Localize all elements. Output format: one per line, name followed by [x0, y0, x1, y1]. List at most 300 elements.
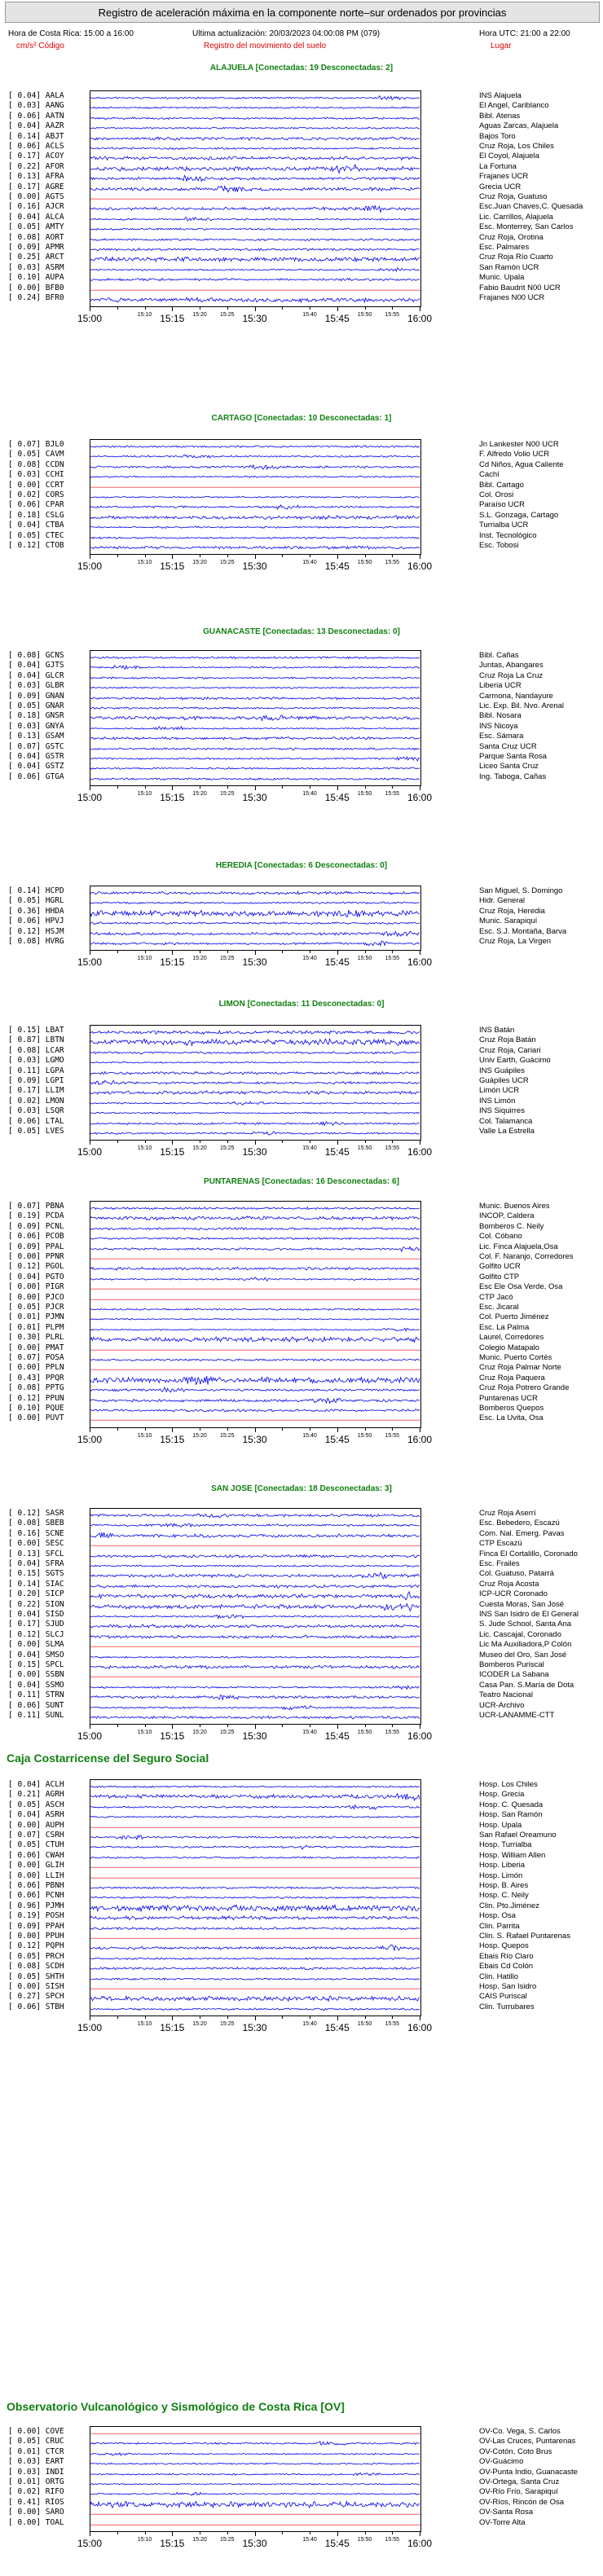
- station-value-code: [ 0.06] SUNT: [8, 1700, 64, 1710]
- axis-tick: [337, 2016, 338, 2020]
- station-value-code: [ 0.12] SLCJ: [8, 1629, 64, 1639]
- seismogram-trace: [90, 2004, 420, 2014]
- seismogram-trace: [90, 683, 420, 692]
- station-location: Ebais Río Claro: [479, 1951, 534, 1961]
- station-location: Grecia UCR: [479, 182, 522, 191]
- seismogram-trace: [90, 1355, 420, 1365]
- station-value-code: [ 0.08] CCDN: [8, 459, 64, 469]
- axis-tick: [282, 786, 283, 789]
- station-value-code: [ 0.12] HSJM: [8, 926, 64, 936]
- seismogram-trace: [90, 214, 420, 224]
- seismogram-trace: [90, 2520, 420, 2530]
- axis-tick: [255, 786, 256, 790]
- station-value-code: [ 0.03] LSQR: [8, 1106, 64, 1116]
- station-location: Aguas Zarcas, Alajuela: [479, 121, 559, 131]
- seismogram-trace: [90, 1264, 420, 1273]
- station-location: Cruz Roja Río Cuarto: [479, 253, 553, 262]
- station-value-code: [ 0.10] AUPA: [8, 273, 64, 283]
- station-value-code: [ 0.01] ORTG: [8, 2477, 64, 2486]
- station-value-code: [ 0.10] PQUE: [8, 1404, 64, 1413]
- axis-tick-label: 15:15: [160, 1730, 185, 1742]
- station-value-code: [ 0.04] ACLH: [8, 1780, 64, 1789]
- station-location: Ebais Cd Colón: [479, 1962, 534, 1972]
- station-value-code: [ 0.08] HVRG: [8, 937, 64, 946]
- station-location: Cruz Roja, Heredia: [479, 906, 545, 916]
- station-value-code: [ 0.07] BJL0: [8, 440, 64, 449]
- station-location: Com. Nal. Emerg. Pavas: [479, 1528, 565, 1538]
- station-location: Hosp. William Allen: [479, 1850, 546, 1860]
- seismogram-trace: [90, 1203, 420, 1213]
- time-axis: [77, 555, 433, 576]
- axis-tick: [117, 307, 118, 310]
- station-location: Inst. Tecnológico: [479, 530, 537, 540]
- seismogram-trace: [90, 134, 420, 143]
- station-value-code: [ 0.13] AFRA: [8, 172, 64, 182]
- axis-tick-label: 15:00: [77, 2022, 103, 2033]
- axis-tick-label: 15:00: [77, 1730, 103, 1742]
- station-location: Museo del Oro, San José: [479, 1650, 567, 1659]
- axis-tick: [365, 951, 366, 953]
- axis-tick-label: 15:55: [385, 1433, 400, 1439]
- axis-tick-label: 15:40: [302, 1145, 317, 1151]
- axis-tick-label: 15:50: [357, 791, 372, 797]
- station-value-code: [ 0.00] PPNR: [8, 1252, 64, 1261]
- station-location: Clin. Parrita: [479, 1921, 520, 1931]
- station-location: Bibl. Nosara: [479, 711, 522, 721]
- axis-tick: [145, 2016, 146, 2019]
- station-location: Lic. Finca Alajuela,Osa: [479, 1242, 558, 1251]
- station-location: Col. Guatuso, Patarrá: [479, 1569, 554, 1579]
- axis-tick-label: 15:20: [192, 1433, 207, 1439]
- station-location: Cruz Roja, Orotina: [479, 232, 544, 242]
- axis-tick-label: 15:55: [385, 560, 400, 565]
- axis-tick: [172, 2016, 173, 2020]
- seismogram-trace: [90, 1254, 420, 1264]
- seismogram-trace: [90, 1295, 420, 1304]
- axis-tick-label: 15:55: [385, 1145, 400, 1151]
- station-value-code: [ 0.11] LGPA: [8, 1066, 64, 1075]
- seismogram-trace: [90, 265, 420, 275]
- axis-tick: [227, 786, 228, 789]
- station-value-code: [ 0.00] SISH: [8, 1982, 64, 1991]
- seismogram-trace: [90, 1119, 420, 1128]
- seismogram-trace: [90, 2459, 420, 2468]
- seismogram-trace: [90, 1591, 420, 1601]
- seismogram-trace: [90, 713, 420, 723]
- station-value-code: [ 0.09] APMR: [8, 243, 64, 252]
- station-value-code: [ 0.41] RIOS: [8, 2497, 64, 2507]
- seismogram-trace: [90, 1812, 420, 1822]
- station-value-code: [ 0.04] SMSO: [8, 1650, 64, 1659]
- station-value-code: [ 0.16] SCNE: [8, 1528, 64, 1538]
- station-value-code: [ 0.06] HPVJ: [8, 917, 64, 926]
- seismogram-trace: [90, 733, 420, 743]
- axis-tick-label: 15:30: [242, 313, 267, 324]
- station-value-code: [ 0.05] CAVM: [8, 450, 64, 459]
- seismogram-trace: [90, 1571, 420, 1580]
- station-value-code: [ 0.12] PPUN: [8, 1393, 64, 1403]
- station-value-code: [ 0.04] GLCR: [8, 670, 64, 680]
- station-location: Hosp. B. Aires: [479, 1881, 529, 1890]
- axis-tick: [255, 1428, 256, 1432]
- seismogram-trace: [90, 1692, 420, 1702]
- axis-tick-label: 15:10: [137, 1433, 152, 1439]
- local-time: Hora de Costa Rica: 15:00 a 16:00: [8, 29, 134, 38]
- station-value-code: [ 0.15] SGTS: [8, 1569, 64, 1579]
- time-axis: [77, 786, 433, 807]
- section-title: Observatorio Vulcanológico y Sismológico de Costa Rica [OV]: [7, 2400, 345, 2413]
- seismogram-trace: [90, 442, 420, 451]
- seismogram-panel: [90, 1779, 421, 2016]
- seismogram-trace: [90, 1098, 420, 1108]
- axis-tick-label: 15:20: [192, 2021, 207, 2027]
- axis-tick-label: 15:10: [137, 791, 152, 797]
- time-axis: [77, 2532, 433, 2553]
- axis-tick: [117, 2532, 118, 2534]
- axis-tick: [365, 2532, 366, 2534]
- axis-tick-label: 15:30: [242, 1730, 267, 1742]
- station-location: Cd Niños, Agua Caliente: [479, 459, 564, 469]
- station-value-code: [ 0.96] PJMH: [8, 1901, 64, 1910]
- axis-tick-label: 15:15: [160, 1434, 185, 1445]
- station-location: Esc. Jicaral: [479, 1303, 519, 1312]
- axis-tick-label: 15:25: [219, 791, 235, 797]
- seismogram-trace: [90, 113, 420, 123]
- axis-tick: [365, 555, 366, 557]
- station-value-code: [ 0.03] LGMO: [8, 1056, 64, 1066]
- station-location: OV-Santa Rosa: [479, 2508, 534, 2517]
- axis-tick: [227, 1428, 228, 1431]
- station-value-code: [ 0.00] PIGR: [8, 1282, 64, 1292]
- seismogram-trace: [90, 1903, 420, 1913]
- station-value-code: [ 0.04] SSMO: [8, 1680, 64, 1690]
- seismogram-trace: [90, 774, 420, 784]
- axis-tick-label: 16:00: [407, 313, 433, 324]
- station-location: Hosp. Upala: [479, 1820, 522, 1830]
- station-location: Col. Puerto Jiménez: [479, 1312, 549, 1322]
- seismogram-trace: [90, 1108, 420, 1118]
- seismogram-trace: [90, 1933, 420, 1943]
- axis-tick-label: 15:45: [324, 792, 350, 803]
- station-value-code: [ 0.07] POSA: [8, 1353, 64, 1362]
- axis-tick-label: 15:40: [302, 2537, 317, 2543]
- axis-tick: [392, 2532, 393, 2534]
- station-location: Hosp. C. Quesada: [479, 1800, 544, 1809]
- seismogram-trace: [90, 462, 420, 472]
- axis-tick: [365, 307, 366, 310]
- station-value-code: [ 0.08] LCAR: [8, 1045, 64, 1055]
- axis-tick-label: 15:25: [219, 956, 235, 961]
- axis-tick-label: 15:50: [357, 2537, 372, 2543]
- station-location: Liceo Santa Cruz: [479, 762, 539, 771]
- seismogram-trace: [90, 244, 420, 254]
- station-location: El Angel, Cariblanco: [479, 101, 549, 111]
- axis-tick-label: 15:55: [385, 956, 400, 961]
- axis-tick-label: 15:00: [77, 792, 103, 803]
- axis-tick-label: 15:50: [357, 1730, 372, 1735]
- seismogram-trace: [90, 1213, 420, 1223]
- axis-tick-label: 15:10: [137, 1730, 152, 1735]
- station-value-code: [ 0.03] ASRM: [8, 262, 64, 272]
- station-location: Lic. Exp. Bil. Nvo. Arenal: [479, 701, 565, 710]
- seismogram-trace: [90, 908, 420, 918]
- station-value-code: [ 0.03] EART: [8, 2457, 64, 2467]
- seismogram-trace: [90, 2509, 420, 2519]
- axis-tick-label: 15:00: [77, 1146, 103, 1158]
- axis-tick: [227, 951, 228, 953]
- axis-tick-label: 16:00: [407, 792, 433, 803]
- seismogram-trace: [90, 254, 420, 264]
- station-value-code: [ 0.04] PGTO: [8, 1272, 64, 1281]
- seismogram-trace: [90, 673, 420, 683]
- station-value-code: [ 0.04] ASRH: [8, 1810, 64, 1820]
- seismogram-trace: [90, 285, 420, 295]
- station-location: INS Batán: [479, 1026, 515, 1035]
- axis-tick-label: 15:40: [302, 560, 317, 565]
- axis-tick: [337, 951, 338, 955]
- station-value-code: [ 0.05] SHTH: [8, 1972, 64, 1981]
- station-value-code: [ 0.05] CRUC: [8, 2437, 64, 2446]
- seismogram-trace: [90, 1652, 420, 1662]
- station-location: Esc Ele Osa Verde, Osa: [479, 1282, 563, 1292]
- axis-tick-label: 15:40: [302, 1730, 317, 1735]
- axis-tick-label: 15:15: [160, 792, 185, 803]
- seismogram-trace: [90, 194, 420, 204]
- axis-tick: [172, 307, 173, 311]
- axis-tick-label: 15:20: [192, 2537, 207, 2543]
- station-location: Cruz Roja Palmar Norte: [479, 1363, 561, 1373]
- station-location: Valle La Estrella: [479, 1127, 535, 1136]
- seismogram-trace: [90, 1832, 420, 1842]
- axis-tick-label: 15:45: [324, 956, 350, 968]
- station-location: Cruz Roja Aserrí: [479, 1509, 536, 1518]
- section-title: PUNTARENAS [Conectadas: 16 Desconectadas: 6]: [204, 1177, 399, 1186]
- station-location: Hosp. Quepos: [479, 1941, 529, 1951]
- station-location: Golfito UCR: [479, 1262, 521, 1272]
- seismogram-trace: [90, 204, 420, 213]
- seismogram-panel: [90, 886, 421, 951]
- axis-tick-label: 15:00: [77, 313, 103, 324]
- station-value-code: [ 0.08] SCDH: [8, 1962, 64, 1972]
- station-location: Bibl. Cartago: [479, 480, 524, 490]
- station-value-code: [ 0.30] PLRL: [8, 1333, 64, 1343]
- axis-tick: [227, 2532, 228, 2534]
- station-location: Clin. Turrubares: [479, 2002, 535, 2011]
- axis-tick: [392, 951, 393, 953]
- station-value-code: [ 0.09] PPAH: [8, 1921, 64, 1931]
- section-title: Caja Costarricense del Seguro Social: [7, 1752, 209, 1765]
- station-location: Hosp. San Ramón: [479, 1810, 543, 1820]
- utc-time: Hora UTC: 21:00 a 22:00: [479, 29, 570, 38]
- axis-tick: [282, 555, 283, 557]
- seismogram-trace: [90, 1304, 420, 1314]
- seismogram-trace: [90, 93, 420, 103]
- axis-tick: [172, 1725, 173, 1729]
- station-location: Cruz Roja, Los Chiles: [479, 142, 554, 151]
- axis-tick: [337, 1428, 338, 1432]
- station-location: Cruz Roja Potrero Grande: [479, 1383, 570, 1393]
- station-value-code: [ 0.00] PPLN: [8, 1363, 64, 1373]
- seismogram-trace: [90, 1325, 420, 1334]
- axis-tick-label: 15:15: [160, 2538, 185, 2549]
- station-location: Clin. S. Rafael Puntarenas: [479, 1932, 570, 1941]
- section-title: ALAJUELA [Conectadas: 19 Desconectadas: 2]: [209, 64, 394, 73]
- axis-tick-label: 16:00: [407, 2538, 433, 2549]
- axis-tick: [227, 555, 228, 557]
- station-location: UCR-LANAMME-CTT: [479, 1711, 555, 1720]
- station-value-code: [ 0.00] AUPH: [8, 1820, 64, 1830]
- station-location: Cruz Roja Batán: [479, 1035, 536, 1045]
- station-value-code: [ 0.06] LTAL: [8, 1116, 64, 1126]
- station-value-code: [ 0.05] PRCH: [8, 1951, 64, 1961]
- station-value-code: [ 0.01] PJMN: [8, 1312, 64, 1322]
- station-location: Hosp. Los Chiles: [479, 1780, 538, 1789]
- station-location: Esc. Frailes: [479, 1559, 520, 1568]
- seismogram-trace: [90, 1672, 420, 1681]
- station-value-code: [ 0.19] POSH: [8, 1911, 64, 1921]
- station-value-code: [ 0.06] GTGA: [8, 771, 64, 781]
- station-location: INS Nicoya: [479, 721, 518, 731]
- seismogram-trace: [90, 482, 420, 492]
- axis-tick-label: 15:50: [357, 2021, 372, 2027]
- axis-tick: [172, 1428, 173, 1432]
- station-value-code: [ 0.07] PBNA: [8, 1202, 64, 1211]
- seismogram-trace: [90, 2438, 420, 2448]
- station-value-code: [ 0.08] PPTG: [8, 1383, 64, 1393]
- axis-tick: [337, 1725, 338, 1729]
- station-value-code: [ 0.05] CTUH: [8, 1840, 64, 1850]
- station-location: Hosp. Limón: [479, 1870, 523, 1880]
- axis-tick: [392, 555, 393, 557]
- seismogram-trace: [90, 502, 420, 512]
- axis-tick: [227, 307, 228, 310]
- seismogram-trace: [90, 1632, 420, 1642]
- axis-tick-label: 15:20: [192, 560, 207, 565]
- axis-tick-label: 15:50: [357, 312, 372, 318]
- axis-tick: [282, 2016, 283, 2019]
- station-value-code: [ 0.22] AFOR: [8, 161, 64, 171]
- seismogram-trace: [90, 898, 420, 908]
- axis-tick-label: 15:25: [219, 1145, 235, 1151]
- page-title: Registro de aceleración máxima en la componente norte–sur ordenados por provincias: [98, 6, 507, 19]
- station-location: Col. Talamanca: [479, 1116, 533, 1126]
- axis-tick: [365, 2016, 366, 2019]
- axis-tick-label: 15:45: [324, 2538, 350, 2549]
- station-value-code: [ 0.00] PJCO: [8, 1292, 64, 1302]
- station-location: Finca El Cortalillo, Coronado: [479, 1549, 578, 1558]
- seismogram-trace: [90, 1244, 420, 1254]
- station-value-code: [ 0.00] SESC: [8, 1539, 64, 1549]
- station-location: Esc. La Uvita, Osa: [479, 1413, 544, 1423]
- seismogram-trace: [90, 1415, 420, 1425]
- station-location: Paraíso UCR: [479, 500, 525, 510]
- axis-tick: [255, 1141, 256, 1145]
- seismogram-trace: [90, 1963, 420, 1973]
- station-location: Hosp. Turrialba: [479, 1840, 532, 1850]
- station-location: Cruz Roja, La Virgen: [479, 937, 552, 946]
- seismogram-trace: [90, 1274, 420, 1284]
- station-value-code: [ 0.12] CTOB: [8, 541, 64, 550]
- station-location: Hidr. General: [479, 896, 525, 906]
- station-location: Cuesta Moras, San José: [479, 1599, 565, 1609]
- section-title: GUANACASTE [Conectadas: 13 Desconectadas: 0]: [203, 627, 400, 636]
- seismogram-trace: [90, 888, 420, 898]
- station-value-code: [ 0.15] LBAT: [8, 1026, 64, 1035]
- station-value-code: [ 0.17] SJUD: [8, 1620, 64, 1629]
- axis-tick: [117, 951, 118, 953]
- station-value-code: [ 0.06] CPAR: [8, 500, 64, 510]
- seismogram-trace: [90, 164, 420, 174]
- station-location: Cruz Roja Acosta: [479, 1579, 539, 1589]
- station-location: OV-Punta Indio, Guanacaste: [479, 2467, 578, 2477]
- seismogram-trace: [90, 2479, 420, 2489]
- station-value-code: [ 0.24] BFR0: [8, 293, 64, 302]
- station-value-code: [ 0.08] SBEB: [8, 1519, 64, 1528]
- axis-tick: [255, 555, 256, 559]
- station-value-code: [ 0.00] COVE: [8, 2427, 64, 2436]
- seismogram-trace: [90, 929, 420, 939]
- seismogram-trace: [90, 1954, 420, 1963]
- seismogram-trace: [90, 1314, 420, 1324]
- axis-tick: [117, 1725, 118, 1727]
- seismogram-trace: [90, 2449, 420, 2459]
- station-location: Cruz Roja, Cariari: [479, 1045, 541, 1055]
- station-location: Munic. Buenos Aires: [479, 1202, 550, 1211]
- station-location: Cruz Roja, Guatuso: [479, 192, 548, 201]
- seismogram-trace: [90, 723, 420, 733]
- station-value-code: [ 0.04] SFRA: [8, 1559, 64, 1568]
- seismogram-trace: [90, 1088, 420, 1097]
- seismogram-trace: [90, 1883, 420, 1892]
- axis-tick: [117, 1141, 118, 1143]
- station-value-code: [ 0.18] CSLG: [8, 510, 64, 520]
- column-code-header: cm/s² Código: [16, 42, 64, 51]
- station-value-code: [ 0.12] PGOL: [8, 1262, 64, 1272]
- section-title: LIMON [Conectadas: 11 Desconectadas: 0]: [218, 1000, 385, 1009]
- seismogram-trace: [90, 1027, 420, 1037]
- seismogram-trace: [90, 1642, 420, 1651]
- seismogram-trace: [90, 1037, 420, 1047]
- axis-tick-label: 15:25: [219, 2021, 235, 2027]
- seismogram-panel: [90, 1025, 421, 1141]
- seismogram-trace: [90, 2499, 420, 2509]
- seismogram-trace: [90, 522, 420, 532]
- station-location: Cruz Roja La Cruz: [479, 670, 544, 680]
- axis-tick-label: 15:10: [137, 2537, 152, 2543]
- station-location: Hosp. Grecia: [479, 1790, 525, 1800]
- seismogram-trace: [90, 1873, 420, 1883]
- seismogram-panel: [90, 650, 421, 786]
- seismogram-trace: [90, 939, 420, 948]
- seismogram-trace: [90, 1703, 420, 1712]
- station-value-code: [ 0.05] AMTY: [8, 222, 64, 232]
- seismogram-trace: [90, 1551, 420, 1561]
- axis-tick: [365, 1428, 366, 1431]
- station-value-code: [ 0.21] AGRH: [8, 1790, 64, 1800]
- seismogram-trace: [90, 1405, 420, 1415]
- axis-tick: [255, 1725, 256, 1729]
- station-location: OV-Ortega, Santa Cruz: [479, 2477, 560, 2486]
- seismogram-trace: [90, 1791, 420, 1801]
- axis-tick: [117, 786, 118, 789]
- axis-tick-label: 15:00: [77, 560, 103, 572]
- station-value-code: [ 0.36] HHDA: [8, 906, 64, 916]
- axis-tick-label: 15:30: [242, 2022, 267, 2033]
- seismogram-trace: [90, 1541, 420, 1550]
- last-update: Ultima actualización: 20/03/2023 04:00:08 PM (079): [192, 29, 381, 38]
- seismogram-trace: [90, 1233, 420, 1243]
- station-value-code: [ 0.04] AALA: [8, 91, 64, 100]
